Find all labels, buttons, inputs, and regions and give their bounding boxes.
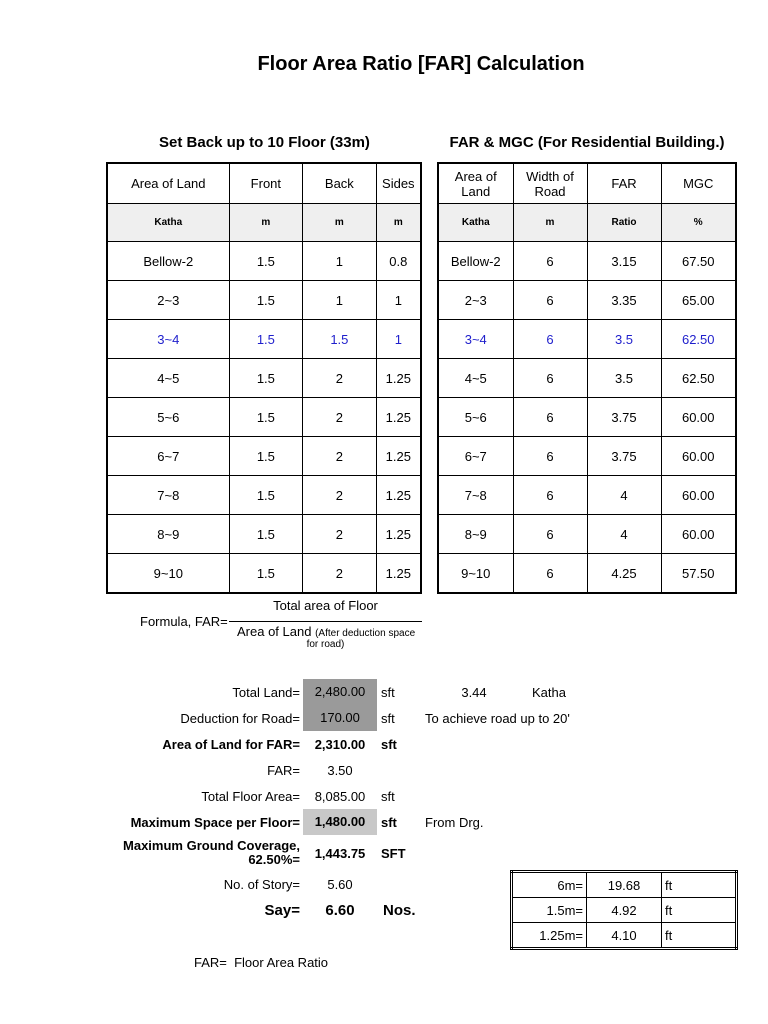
farmgc-header-cell: FAR <box>587 163 661 204</box>
setback-cell: 7~8 <box>107 476 229 515</box>
total-floor-label: Total Floor Area= <box>201 789 300 804</box>
conversion-unit: ft <box>662 872 737 898</box>
setback-cell: 1 <box>303 242 377 281</box>
table-row <box>512 872 737 898</box>
max-space-note: From Drg. <box>425 815 484 830</box>
area-far-unit: sft <box>381 737 397 752</box>
setback-unit-cell: m <box>376 204 421 242</box>
total-floor-unit: sft <box>381 789 395 804</box>
far-value: 3.50 <box>327 763 353 778</box>
farmgc-cell: 4~5 <box>438 359 513 398</box>
katha-unit: Katha <box>532 685 566 700</box>
area-far-value: 2,310.00 <box>314 737 366 752</box>
fraction-line <box>229 621 422 622</box>
farmgc-table <box>437 162 737 594</box>
setback-cell: 1.25 <box>376 359 421 398</box>
far-label: FAR= <box>267 763 300 778</box>
table-row <box>438 359 736 398</box>
farmgc-cell: 3.75 <box>587 398 661 437</box>
setback-cell: 1.5 <box>229 476 303 515</box>
conversion-unit: ft <box>662 923 737 949</box>
table-row <box>438 476 736 515</box>
total-floor-value: 8,085.00 <box>314 789 366 804</box>
conversion-value: 4.92 <box>587 898 662 923</box>
formula-note-2: for road) <box>306 639 345 650</box>
farmgc-cell: 65.00 <box>661 281 736 320</box>
setback-cell: 1.25 <box>376 554 421 594</box>
setback-cell: 1 <box>303 281 377 320</box>
setback-cell: 2 <box>303 515 377 554</box>
farmgc-cell: 3~4 <box>438 320 513 359</box>
farmgc-unit-cell: Ratio <box>587 204 661 242</box>
setback-cell: 1.5 <box>229 359 303 398</box>
farmgc-cell: 6 <box>513 515 587 554</box>
setback-cell: 1.5 <box>229 320 303 359</box>
say-label: Say= <box>264 902 300 919</box>
setback-cell: 2 <box>303 554 377 594</box>
farmgc-cell: 6~7 <box>438 437 513 476</box>
farmgc-cell: 6 <box>513 437 587 476</box>
page-title: Floor Area Ratio [FAR] Calculation <box>257 53 585 75</box>
table-row <box>107 437 421 476</box>
farmgc-cell: 3.5 <box>587 359 661 398</box>
farmgc-cell: 4.25 <box>587 554 661 594</box>
setback-cell: 1.25 <box>376 476 421 515</box>
total-land-unit: sft <box>381 685 395 700</box>
setback-cell: 1.5 <box>229 515 303 554</box>
formula-denominator: Area of Land <box>237 624 312 639</box>
farmgc-cell: 60.00 <box>661 515 736 554</box>
table-row <box>438 320 736 359</box>
conversion-value: 19.68 <box>587 872 662 898</box>
formula <box>0 596 768 656</box>
conversion-metric: 6m= <box>512 872 587 898</box>
table-row <box>438 437 736 476</box>
deduction-value: 170.00 <box>303 705 377 731</box>
setback-cell: 1.5 <box>229 554 303 594</box>
farmgc-cell: Bellow-2 <box>438 242 513 281</box>
table-row <box>438 554 736 594</box>
farmgc-unit-cell: % <box>661 204 736 242</box>
farmgc-header-cell: Area of Land <box>438 163 513 204</box>
farmgc-cell: 9~10 <box>438 554 513 594</box>
setback-header-cell: Area of Land <box>107 163 229 204</box>
setback-unit-cell: m <box>303 204 377 242</box>
setback-cell: 6~7 <box>107 437 229 476</box>
farmgc-unit-cell: Katha <box>438 204 513 242</box>
setback-unit-cell: m <box>229 204 303 242</box>
farmgc-cell: 62.50 <box>661 359 736 398</box>
farmgc-cell: 3.35 <box>587 281 661 320</box>
farmgc-cell: 6 <box>513 554 587 594</box>
setback-cell: 8~9 <box>107 515 229 554</box>
footnote: FAR= Floor Area Ratio <box>194 955 329 970</box>
table-row <box>107 515 421 554</box>
setback-cell: 9~10 <box>107 554 229 594</box>
setback-title: Set Back up to 10 Floor (33m) <box>159 134 370 151</box>
farmgc-cell: 6 <box>513 281 587 320</box>
farmgc-cell: 62.50 <box>661 320 736 359</box>
farmgc-header-cell: MGC <box>661 163 736 204</box>
farmgc-cell: 3.5 <box>587 320 661 359</box>
setback-cell: 2 <box>303 476 377 515</box>
setback-cell: 1.5 <box>229 242 303 281</box>
farmgc-cell: 3.75 <box>587 437 661 476</box>
formula-note: (After deduction space <box>315 628 416 639</box>
setback-cell: 2 <box>303 359 377 398</box>
deduction-unit: sft <box>381 711 395 726</box>
farmgc-cell: 2~3 <box>438 281 513 320</box>
table-row <box>107 554 421 594</box>
deduction-label: Deduction for Road= <box>180 711 300 726</box>
setback-header-cell: Back <box>303 163 377 204</box>
setback-unit-cell: Katha <box>107 204 229 242</box>
setback-cell: 1.5 <box>303 320 377 359</box>
setback-cell: Bellow-2 <box>107 242 229 281</box>
setback-cell: 3~4 <box>107 320 229 359</box>
farmgc-cell: 6 <box>513 242 587 281</box>
farmgc-cell: 60.00 <box>661 398 736 437</box>
formula-numerator: Total area of Floor <box>273 598 378 613</box>
mgc-value: 1,443.75 <box>314 846 366 861</box>
table-row <box>107 320 421 359</box>
setback-cell: 2 <box>303 398 377 437</box>
farmgc-title: FAR & MGC (For Residential Building.) <box>449 134 725 151</box>
farmgc-cell: 8~9 <box>438 515 513 554</box>
setback-cell: 0.8 <box>376 242 421 281</box>
total-land-katha: 3.44 <box>461 685 487 700</box>
table-row <box>107 398 421 437</box>
farmgc-cell: 3.15 <box>587 242 661 281</box>
table-row <box>438 242 736 281</box>
total-land-value: 2,480.00 <box>303 679 377 705</box>
conversion-metric: 1.25m= <box>512 923 587 949</box>
setback-cell: 1 <box>376 320 421 359</box>
table-row <box>512 898 737 923</box>
farmgc-cell: 5~6 <box>438 398 513 437</box>
stories-value: 5.60 <box>327 877 353 892</box>
table-row <box>512 923 737 949</box>
farmgc-cell: 4 <box>587 476 661 515</box>
mgc-unit: SFT <box>381 846 406 861</box>
area-far-label: Area of Land for FAR= <box>162 737 300 752</box>
setback-table <box>106 162 422 594</box>
farmgc-cell: 7~8 <box>438 476 513 515</box>
farmgc-cell: 4 <box>587 515 661 554</box>
max-space-unit: sft <box>381 815 397 830</box>
farmgc-cell: 57.50 <box>661 554 736 594</box>
farmgc-cell: 6 <box>513 398 587 437</box>
farmgc-unit-cell: m <box>513 204 587 242</box>
say-value: 6.60 <box>325 902 355 919</box>
table-row <box>107 281 421 320</box>
farmgc-cell: 60.00 <box>661 476 736 515</box>
farmgc-cell: 6 <box>513 476 587 515</box>
mgc-label-line1: Maximum Ground Coverage, <box>123 838 300 853</box>
setback-cell: 1.5 <box>229 281 303 320</box>
setback-cell: 2~3 <box>107 281 229 320</box>
conversion-metric: 1.5m= <box>512 898 587 923</box>
setback-header-cell: Front <box>229 163 303 204</box>
farmgc-cell: 60.00 <box>661 437 736 476</box>
farmgc-cell: 6 <box>513 320 587 359</box>
setback-cell: 1.25 <box>376 515 421 554</box>
max-space-label: Maximum Space per Floor= <box>130 815 300 830</box>
conversion-table <box>510 870 738 950</box>
setback-cell: 1.25 <box>376 398 421 437</box>
conversion-value: 4.10 <box>587 923 662 949</box>
formula-prefix: Formula, FAR= <box>140 614 228 629</box>
farmgc-header-cell: Width of Road <box>513 163 587 204</box>
setback-cell: 1.5 <box>229 437 303 476</box>
setback-cell: 2 <box>303 437 377 476</box>
mgc-label <box>60 839 300 867</box>
table-row <box>438 281 736 320</box>
mgc-label-line2: 62.50%= <box>248 852 300 867</box>
table-row <box>107 476 421 515</box>
setback-cell: 1 <box>376 281 421 320</box>
farmgc-cell: 6 <box>513 359 587 398</box>
setback-cell: 1.25 <box>376 437 421 476</box>
say-unit: Nos. <box>383 902 416 919</box>
setback-cell: 4~5 <box>107 359 229 398</box>
setback-cell: 1.5 <box>229 398 303 437</box>
max-space-value: 1,480.00 <box>303 809 377 835</box>
setback-header-cell: Sides <box>376 163 421 204</box>
setback-cell: 5~6 <box>107 398 229 437</box>
conversion-unit: ft <box>662 898 737 923</box>
table-row <box>107 242 421 281</box>
total-land-label: Total Land= <box>232 685 300 700</box>
table-row <box>438 398 736 437</box>
table-row <box>107 359 421 398</box>
stories-label: No. of Story= <box>223 877 300 892</box>
deduction-note: To achieve road up to 20' <box>425 711 570 726</box>
table-row <box>438 515 736 554</box>
farmgc-cell: 67.50 <box>661 242 736 281</box>
